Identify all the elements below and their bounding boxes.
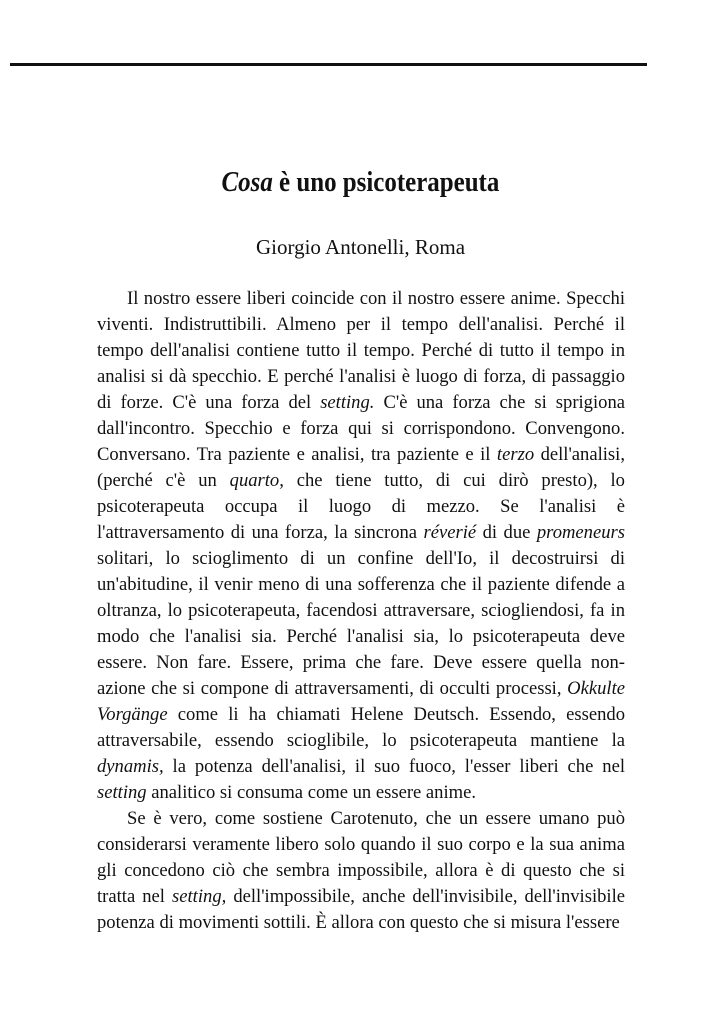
text-run: Il nostro essere liberi coincide con il nostro essere anime. Specchi viventi. Indistruttibili. Almeno per il tempo dell'analisi. Perché il tempo dell'analisi contiene tutto il tempo. Perché di tutto il tempo in analisi si dà specchio. E perché l'analisi è luogo di forza, di passaggio di forze. C'è una forza del	[97, 288, 625, 413]
text-run: la potenza dell'analisi, il suo fuoco, l'esser liberi che nel	[163, 756, 625, 777]
title-rest: è uno psicoterapeuta	[272, 166, 500, 198]
italic-text-run: terzo	[496, 444, 535, 465]
text-run: che tiene tutto, di cui dirò presto), lo psicoterapeuta occupa il luogo di mezzo. Se l'analisi è l'attraversamento di una forza, la sincrona	[97, 470, 625, 543]
body-paragraph	[97, 286, 625, 806]
text-run: Se è vero, come sostiene Carotenuto, che un essere umano può considerarsi veramente libero solo quando il suo corpo e la sua anima gli concedono ciò che sembra impossibile, allora è di questo che si tratta nel	[97, 808, 625, 907]
italic-text-run: setting,	[172, 886, 227, 907]
italic-text-run: promeneurs	[536, 522, 625, 543]
author-line: Giorgio Antonelli, Roma	[255, 235, 466, 259]
italic-text-run: setting.	[320, 392, 375, 413]
italic-text-run: dynamis,	[97, 756, 164, 777]
text-run: C'è una forza che si sprigiona dall'incontro. Specchio e forza qui si corrispondono. Convengono. Conversano. Tra paziente e analisi, tra paziente e il	[97, 392, 625, 465]
italic-text-run: quarto,	[229, 470, 284, 491]
text-run: solitari, lo scioglimento di un confine dell'Io, il decostruirsi di un'abitudine, il venir meno di una sofferenza che il paziente difende a oltranza, lo psicoterapeuta, facendosi attraversare, sciogliendosi, fa in modo che l'analisi sia. Perché l'analisi sia, lo psicoterapeuta deve essere. Non fare. Essere, prima che fare. Deve essere quella non-azione che si compone di attraversamenti, di occulti processi,	[97, 548, 625, 699]
body-paragraph	[97, 806, 625, 936]
italic-text-run: réverié	[423, 522, 477, 543]
italic-text-run: Okkulte Vorgänge	[97, 678, 625, 725]
text-run: analitico si consuma come un essere anime.	[146, 782, 477, 803]
body-text	[97, 286, 625, 936]
title-italic-word: Cosa	[221, 166, 273, 198]
text-run: dell'impossibile, anche dell'invisibile, dell'invisibile potenza di movimenti sottili. È allora con questo che si misura l'essere	[97, 886, 625, 933]
text-run: di due	[476, 522, 537, 543]
top-rule	[10, 63, 647, 66]
page-title	[50, 164, 670, 200]
italic-text-run: setting	[97, 782, 147, 803]
text-run: come li ha chiamati Helene Deutsch. Essendo, essendo attraversabile, essendo scioglibile, lo psicoterapeuta mantiene la	[97, 704, 625, 751]
text-run: dell'analisi, (perché c'è un	[97, 444, 625, 491]
